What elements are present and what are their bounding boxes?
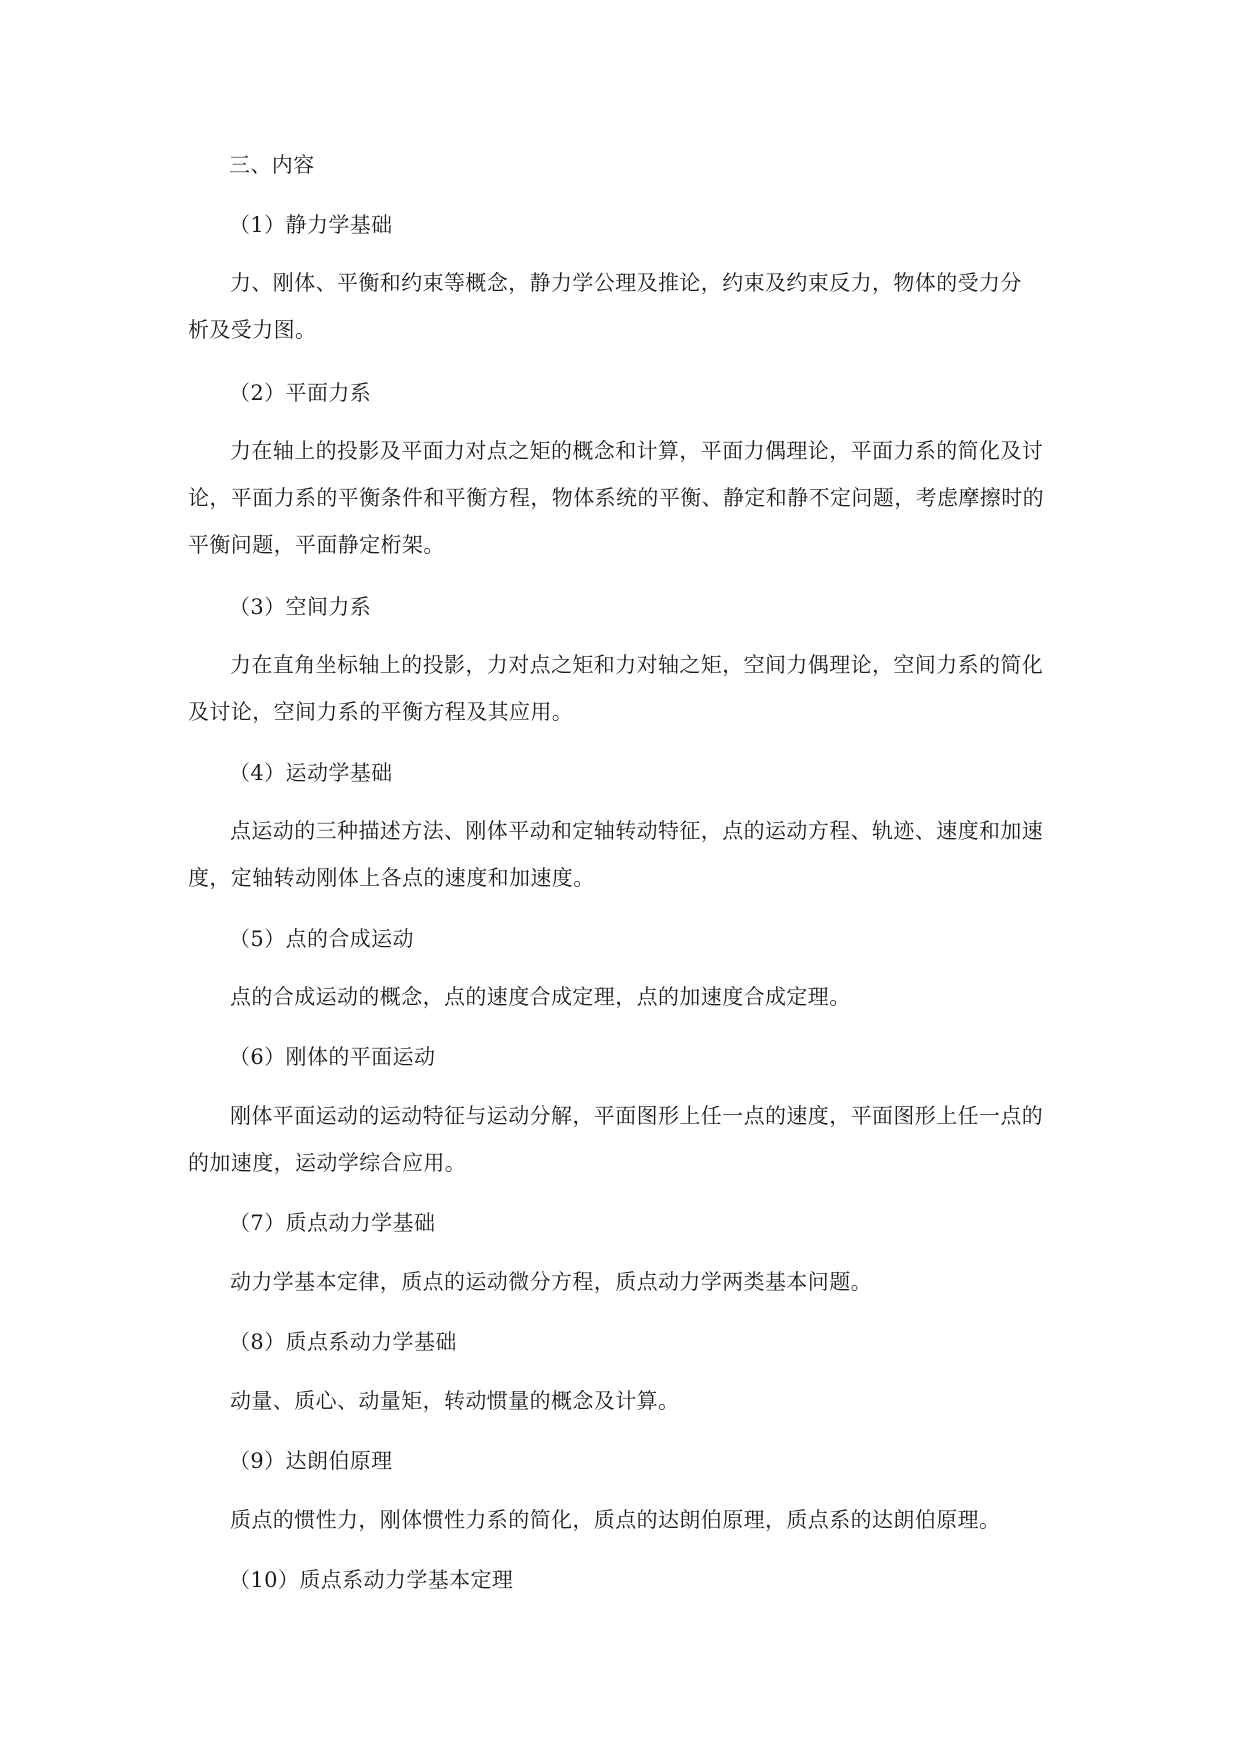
- item-text-line: 力、刚体、平衡和约束等概念，静力学公理及推论，约束及约束反力，物体的受力分: [230, 271, 1022, 295]
- item-text-line: 及讨论，空间力系的平衡方程及其应用。: [188, 700, 574, 724]
- item-text-line: 质点的惯性力，刚体惯性力系的简化，质点的达朗伯原理，质点系的达朗伯原理。: [230, 1508, 1001, 1532]
- item-text-line: 动力学基本定律，质点的运动微分方程，质点动力学两类基本问题。: [230, 1270, 872, 1294]
- item-text-line: 力在轴上的投影及平面力对点之矩的概念和计算，平面力偶理论，平面力系的简化及讨: [230, 439, 1044, 463]
- section-title: 三、内容: [229, 153, 315, 177]
- item-heading-3: （3）空间力系: [229, 595, 372, 619]
- item-heading-4: （4）运动学基础: [229, 761, 393, 785]
- item-text-line: 析及受力图。: [188, 318, 317, 342]
- item-text-line: 点运动的三种描述方法、刚体平动和定轴转动特征，点的运动方程、轨迹、速度和加速: [230, 819, 1044, 843]
- item-text-line: 度，定轴转动刚体上各点的速度和加速度。: [188, 866, 595, 890]
- item-heading-1: （1）静力学基础: [229, 213, 393, 237]
- item-text-line: 点的合成运动的概念，点的速度合成定理，点的加速度合成定理。: [230, 985, 851, 1009]
- item-text-line: 力在直角坐标轴上的投影，力对点之矩和力对轴之矩，空间力偶理论，空间力系的简化: [230, 653, 1044, 677]
- item-heading-7: （7）质点动力学基础: [229, 1211, 436, 1235]
- item-text-line: 动量、质心、动量矩，转动惯量的概念及计算。: [230, 1389, 680, 1413]
- item-heading-6: （6）刚体的平面运动: [229, 1045, 436, 1069]
- item-heading-8: （8）质点系动力学基础: [229, 1330, 457, 1354]
- item-text-line: 平衡问题，平面静定桁架。: [188, 533, 445, 557]
- item-heading-9: （9）达朗伯原理: [229, 1449, 393, 1473]
- item-text-line: 的加速度，运动学综合应用。: [188, 1151, 467, 1175]
- item-heading-5: （5）点的合成运动: [229, 927, 414, 951]
- item-text-line: 论，平面力系的平衡条件和平衡方程，物体系统的平衡、静定和静不定问题，考虑摩擦时的: [188, 486, 1044, 510]
- item-heading-2: （2）平面力系: [229, 381, 372, 405]
- item-text-line: 刚体平面运动的运动特征与运动分解，平面图形上任一点的速度，平面图形上任一点的: [230, 1104, 1044, 1128]
- item-heading-10: （10）质点系动力学基本定理: [229, 1568, 514, 1592]
